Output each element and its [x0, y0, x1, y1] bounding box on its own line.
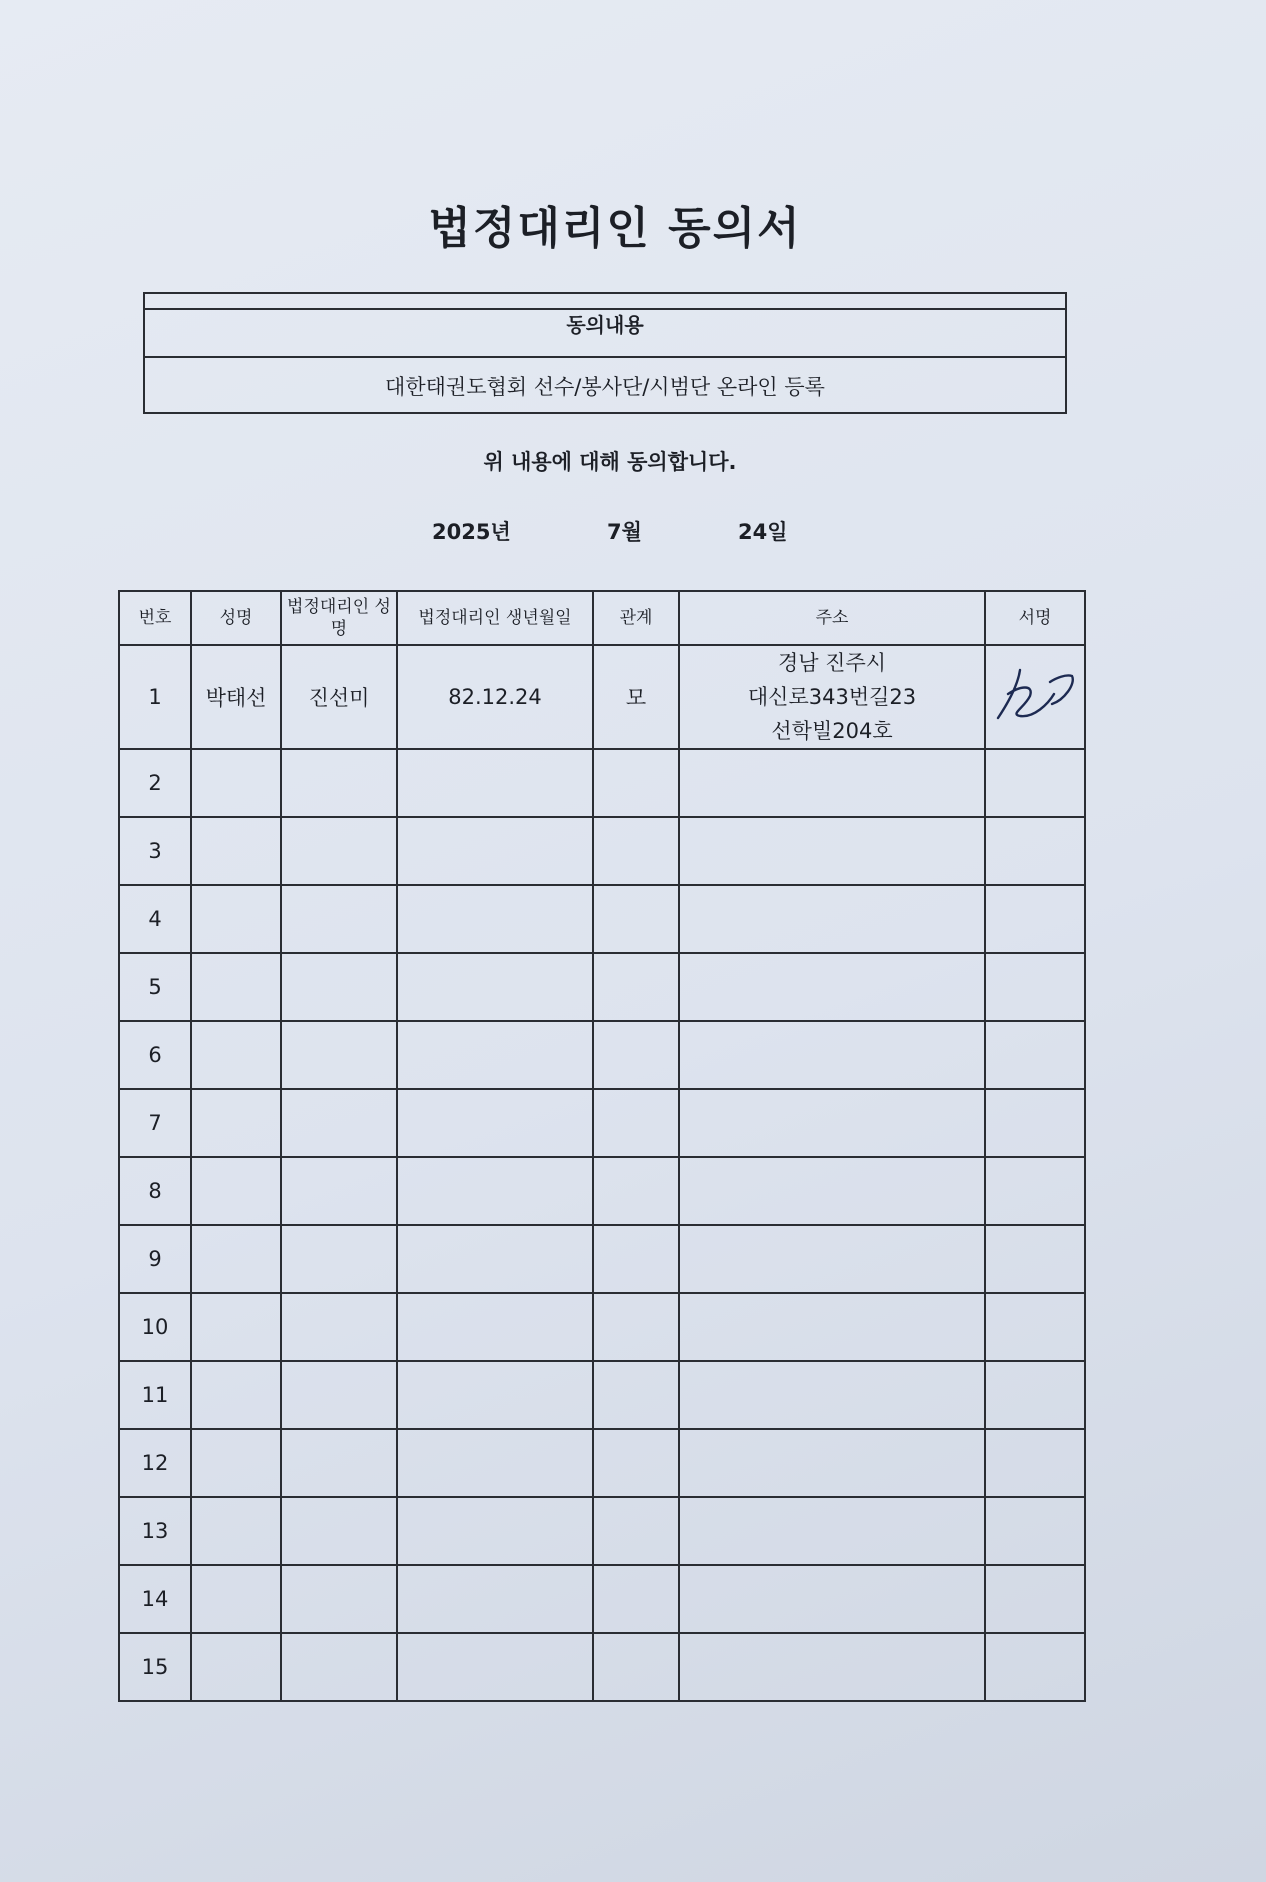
cell-guardian-name: [281, 1429, 397, 1497]
cell-guardian-birth: [397, 1497, 593, 1565]
cell-signature: [985, 1021, 1085, 1089]
cell-guardian-name: [281, 1633, 397, 1701]
cell-signature: [985, 645, 1085, 749]
cell-relation: [593, 1225, 679, 1293]
cell-guardian-name: [281, 1089, 397, 1157]
header-name: 성명: [191, 591, 281, 645]
cell-address: [679, 1089, 985, 1157]
cell-relation: [593, 817, 679, 885]
table-row: [119, 1225, 1085, 1293]
cell-number: 9: [119, 1225, 191, 1293]
date-month: 7월: [607, 520, 642, 544]
cell-address: [679, 817, 985, 885]
date-day: 24일: [738, 520, 788, 544]
cell-number: 7: [119, 1089, 191, 1157]
cell-guardian-name: [281, 817, 397, 885]
address-line: 경남 진주시: [777, 651, 887, 675]
cell-number: 6: [119, 1021, 191, 1089]
cell-name: [191, 885, 281, 953]
cell-name: [191, 1497, 281, 1565]
table-row: [119, 1157, 1085, 1225]
cell-address: [679, 1361, 985, 1429]
cell-number: 13: [119, 1497, 191, 1565]
cell-relation: [593, 749, 679, 817]
cell-signature: [985, 817, 1085, 885]
address-line: 선학빌204호: [771, 719, 893, 743]
cell-guardian-birth: [397, 1361, 593, 1429]
table-row: [119, 645, 1085, 749]
cell-guardian-birth: 82.12.24: [397, 645, 593, 749]
cell-address: [679, 1293, 985, 1361]
cell-signature: [985, 1361, 1085, 1429]
cell-address: [679, 1565, 985, 1633]
cell-signature: [985, 1429, 1085, 1497]
table-row: [119, 749, 1085, 817]
cell-relation: 모: [593, 645, 679, 749]
cell-relation: [593, 1361, 679, 1429]
cell-relation: [593, 1293, 679, 1361]
cell-guardian-name: [281, 1293, 397, 1361]
cell-address: [679, 953, 985, 1021]
cell-guardian-name: [281, 1565, 397, 1633]
cell-signature: [985, 1157, 1085, 1225]
cell-guardian-birth: [397, 1157, 593, 1225]
cell-guardian-birth: [397, 885, 593, 953]
cell-guardian-birth: [397, 953, 593, 1021]
cell-address: [679, 645, 985, 749]
cell-name: [191, 1157, 281, 1225]
agreement-statement: 위 내용에 대해 동의합니다.: [483, 450, 737, 474]
cell-relation: [593, 1021, 679, 1089]
cell-number: 8: [119, 1157, 191, 1225]
cell-guardian-name: [281, 1361, 397, 1429]
cell-guardian-name: [281, 1225, 397, 1293]
cell-name: [191, 1565, 281, 1633]
cell-guardian-birth: [397, 1565, 593, 1633]
cell-signature: [985, 1565, 1085, 1633]
cell-address: [679, 885, 985, 953]
consent-content: 대한태권도협회 선수/봉사단/시범단 온라인 등록: [385, 375, 825, 399]
cell-name: [191, 817, 281, 885]
table-row: [119, 1293, 1085, 1361]
cell-signature: [985, 1633, 1085, 1701]
cell-guardian-birth: [397, 1089, 593, 1157]
header-signature: 서명: [985, 591, 1085, 645]
header-number: 번호: [119, 591, 191, 645]
cell-number: 12: [119, 1429, 191, 1497]
cell-signature: [985, 885, 1085, 953]
table-row: [119, 1429, 1085, 1497]
cell-guardian-name: 진선미: [281, 645, 397, 749]
cell-number: 5: [119, 953, 191, 1021]
cell-address: [679, 1429, 985, 1497]
cell-address: [679, 1633, 985, 1701]
cell-guardian-name: [281, 953, 397, 1021]
cell-guardian-name: [281, 1157, 397, 1225]
cell-number: 11: [119, 1361, 191, 1429]
cell-address: [679, 1497, 985, 1565]
cell-guardian-birth: [397, 1021, 593, 1089]
cell-guardian-birth: [397, 1633, 593, 1701]
table-row: [119, 953, 1085, 1021]
cell-guardian-birth: [397, 817, 593, 885]
cell-address: [679, 1157, 985, 1225]
table-row: [119, 1021, 1085, 1089]
cell-relation: [593, 885, 679, 953]
cell-number: 2: [119, 749, 191, 817]
table-row: [119, 1089, 1085, 1157]
cell-number: 1: [119, 645, 191, 749]
cell-name: 박태선: [191, 645, 281, 749]
cell-name: [191, 1361, 281, 1429]
cell-guardian-birth: [397, 1429, 593, 1497]
cell-number: 14: [119, 1565, 191, 1633]
cell-name: [191, 1089, 281, 1157]
cell-name: [191, 1225, 281, 1293]
table-row: [119, 1361, 1085, 1429]
cell-signature: [985, 1225, 1085, 1293]
address-line: 대신로343번길23: [747, 685, 917, 709]
header-guardian-birth: 법정대리인 생년월일: [397, 591, 593, 645]
page-title: 법정대리인 동의서: [428, 203, 802, 254]
cell-number: 4: [119, 885, 191, 953]
cell-name: [191, 1021, 281, 1089]
table-row: [119, 817, 1085, 885]
table-row: [119, 1633, 1085, 1701]
cell-relation: [593, 1429, 679, 1497]
cell-guardian-name: [281, 885, 397, 953]
cell-guardian-birth: [397, 1225, 593, 1293]
cell-name: [191, 1429, 281, 1497]
date-year: 2025년: [432, 520, 511, 544]
cell-signature: [985, 953, 1085, 1021]
cell-relation: [593, 1157, 679, 1225]
cell-guardian-birth: [397, 749, 593, 817]
header-guardian-name: 법정대리인 성명: [281, 591, 397, 645]
cell-signature: [985, 749, 1085, 817]
cell-name: [191, 953, 281, 1021]
cell-name: [191, 1293, 281, 1361]
cell-relation: [593, 1089, 679, 1157]
guardian-roster-table: [118, 590, 1086, 1702]
cell-number: 3: [119, 817, 191, 885]
cell-relation: [593, 1497, 679, 1565]
cell-signature: [985, 1497, 1085, 1565]
header-address: 주소: [679, 591, 985, 645]
cell-relation: [593, 1565, 679, 1633]
cell-name: [191, 1633, 281, 1701]
consent-content-box: [143, 292, 1067, 414]
cell-guardian-name: [281, 749, 397, 817]
cell-number: 10: [119, 1293, 191, 1361]
cell-number: 15: [119, 1633, 191, 1701]
header-relation: 관계: [593, 591, 679, 645]
table-row: [119, 1565, 1085, 1633]
table-row: [119, 885, 1085, 953]
cell-address: [679, 1021, 985, 1089]
cell-relation: [593, 1633, 679, 1701]
cell-relation: [593, 953, 679, 1021]
consent-heading: 동의내용: [145, 308, 1065, 358]
cell-signature: [985, 1089, 1085, 1157]
cell-guardian-birth: [397, 1293, 593, 1361]
cell-address: [679, 749, 985, 817]
handwritten-signature: [990, 660, 1080, 730]
cell-address: [679, 1225, 985, 1293]
cell-guardian-name: [281, 1021, 397, 1089]
cell-guardian-name: [281, 1497, 397, 1565]
table-header-row: [119, 591, 1085, 645]
table-row: [119, 1497, 1085, 1565]
cell-signature: [985, 1293, 1085, 1361]
cell-name: [191, 749, 281, 817]
